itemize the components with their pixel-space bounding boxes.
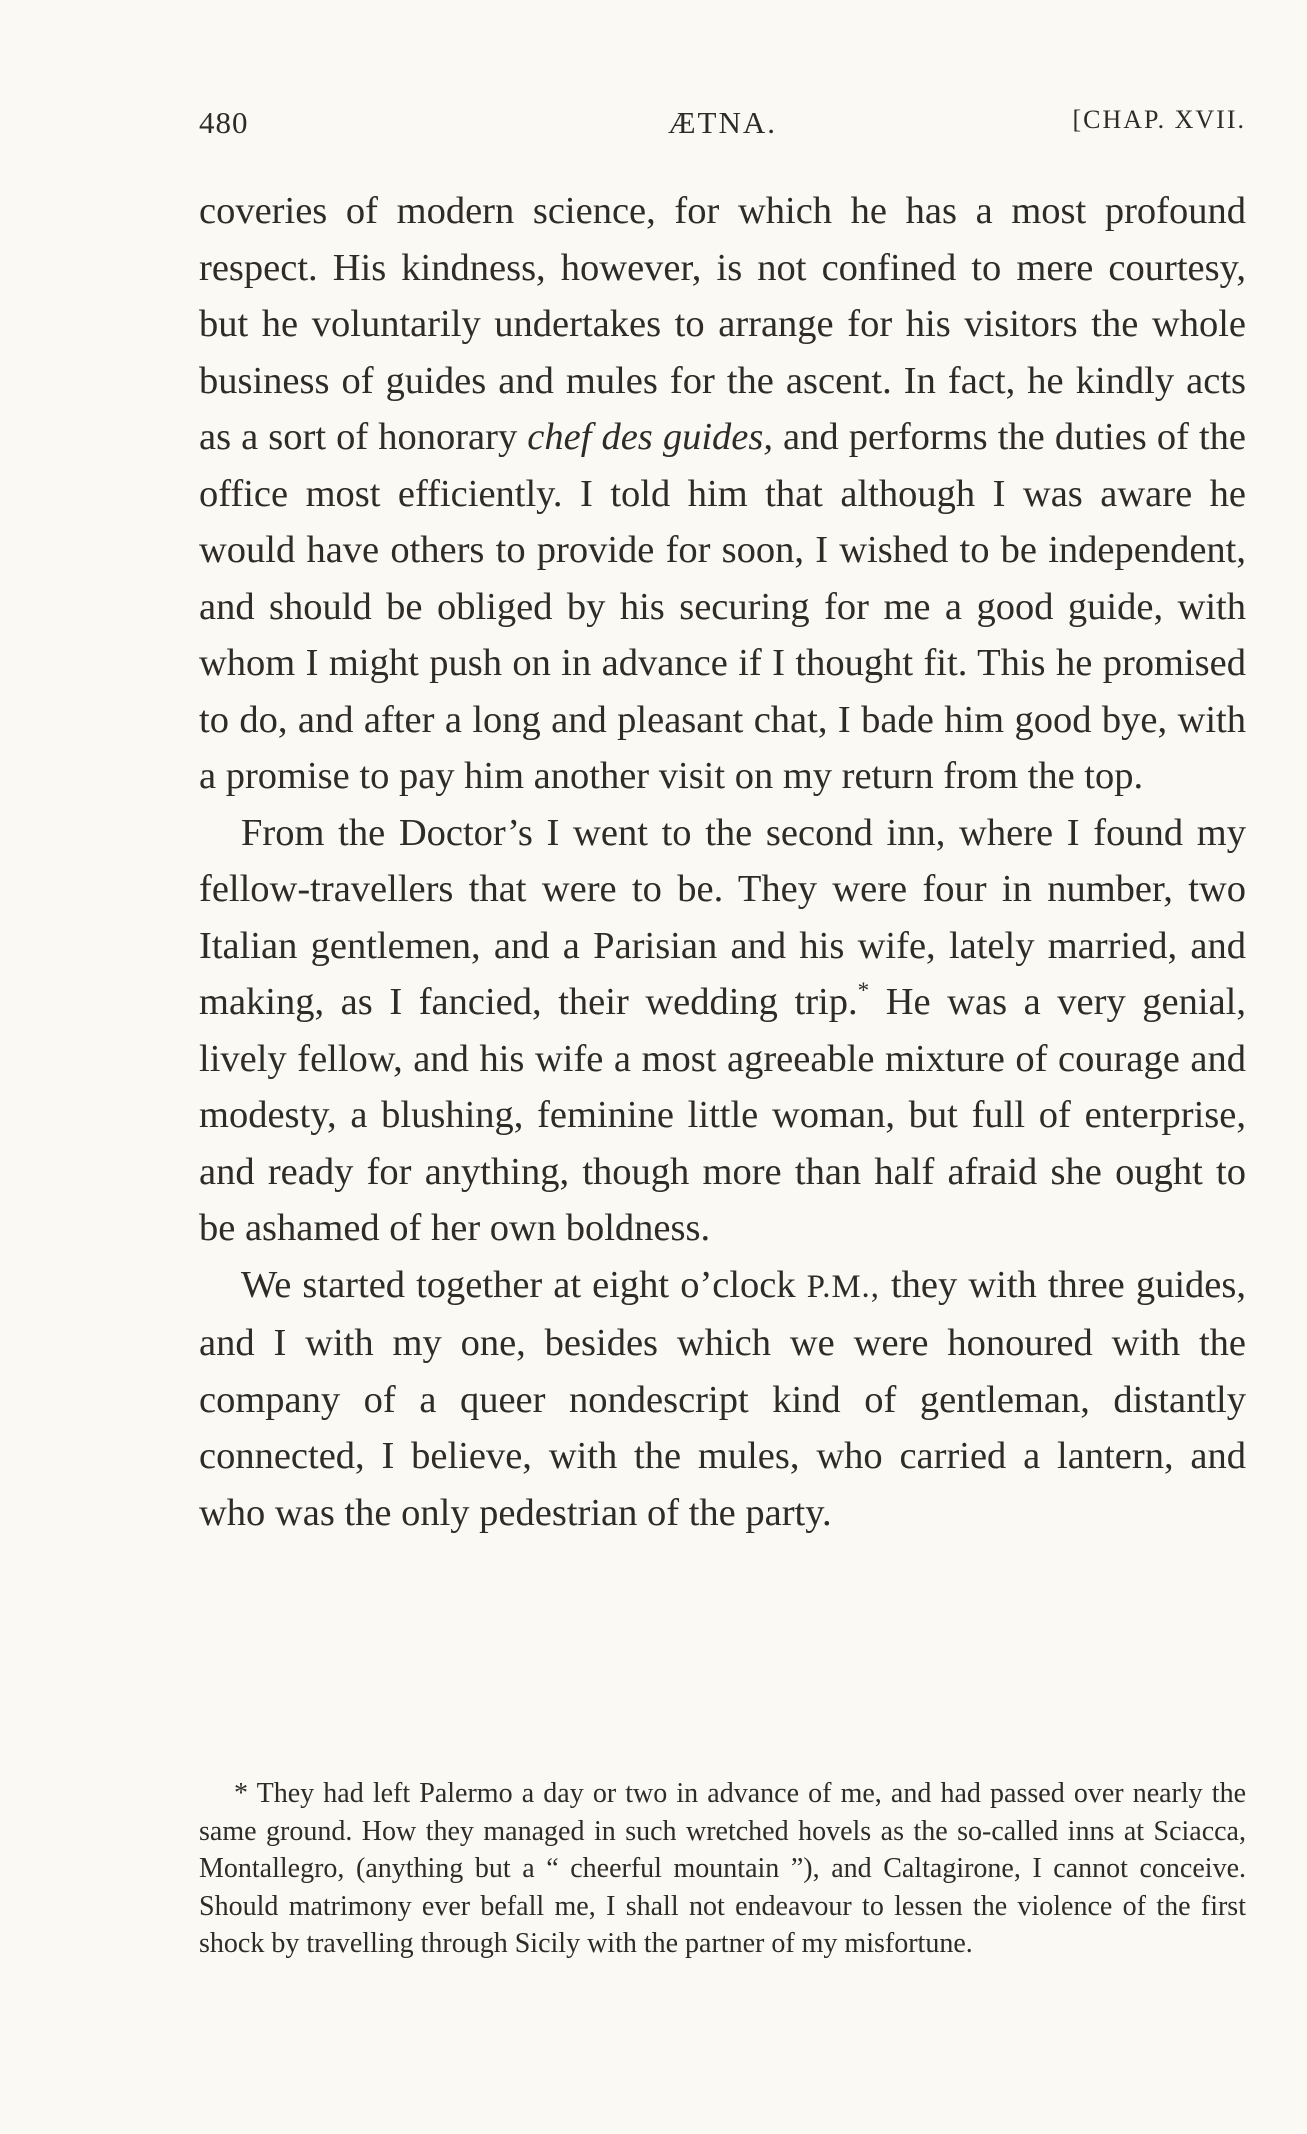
footnote-marker: * <box>857 976 870 1003</box>
paragraph-1-text-b: and performs the duties of the office most efficiently. I told him that although I was aware he would have others to provide for soon, I wished to be independent, and should be obliged by his securing for me a good guide, with whom I might push on in advance if I thought fit. This he promised to do, and after a long and pleasant chat, I bade him good bye, with a promise to pay him another visit on my return from the top. <box>199 416 1247 797</box>
body-text <box>199 183 1246 1541</box>
paragraph-3-text-a: We started together at eight o’clock <box>241 1263 807 1306</box>
paragraph-2 <box>199 805 1246 1257</box>
paragraph-3-pm: P.M., <box>806 1268 880 1305</box>
footnote-text: * They had left Palermo a day or two in advance of me, and had passed over nearly the same ground. How they managed in such wretched hovels as the so-called inns at Sciacca, Montallegro, (anything but a “ cheerful mountain ”), and Caltagirone, I cannot conceive. Should matrimony ever befall me, I shall not endeavour to lessen the violence of the first shock by travelling through Sicily with the partner of my misfortune. <box>199 1778 1246 1959</box>
paragraph-1-italic: chef des guides, <box>527 416 773 458</box>
running-title: ÆTNA. <box>667 105 778 140</box>
footnote <box>199 1775 1246 1963</box>
paragraph-1 <box>199 183 1246 805</box>
paragraph-3 <box>199 1257 1246 1542</box>
paragraph-2-text-b: He was a very genial, lively fellow, and his wife a most agreeable mixture of courage and modesty, a blushing, feminine little woman, but full of enterprise, and ready for anything, though more than half afraid she ought to be ashamed of her own boldness. <box>199 981 1246 1249</box>
page-number: 480 <box>199 105 249 140</box>
paragraph-2-text-a: From the Doctor’s I went to the second inn, where I found my fellow-travellers that were to be. They were four in number, two Italian gentlemen, and a Parisian and his wife, lately married, and making, as I fancied, their wedding trip. <box>199 811 1246 1023</box>
chapter-label: [CHAP. XVII. <box>1072 105 1246 134</box>
paragraph-1-text-a: coveries of modern science, for which he has a most profound respect. His kindness, however, is not confined to mere courtesy, but he voluntarily undertakes to arrange for his visitors the whole business of guides and mules for the ascent. In fact, he kindly acts as a sort of honorary <box>199 190 1246 458</box>
paragraph-3-text-b: they with three guides, and I with my one, besides which we were honoured with the company of a queer nondescript kind of gentleman, distantly connected, I believe, with the mules, who carried a lantern, and who was the only pedestrian of the party. <box>199 1263 1246 1534</box>
running-head <box>199 105 1246 145</box>
